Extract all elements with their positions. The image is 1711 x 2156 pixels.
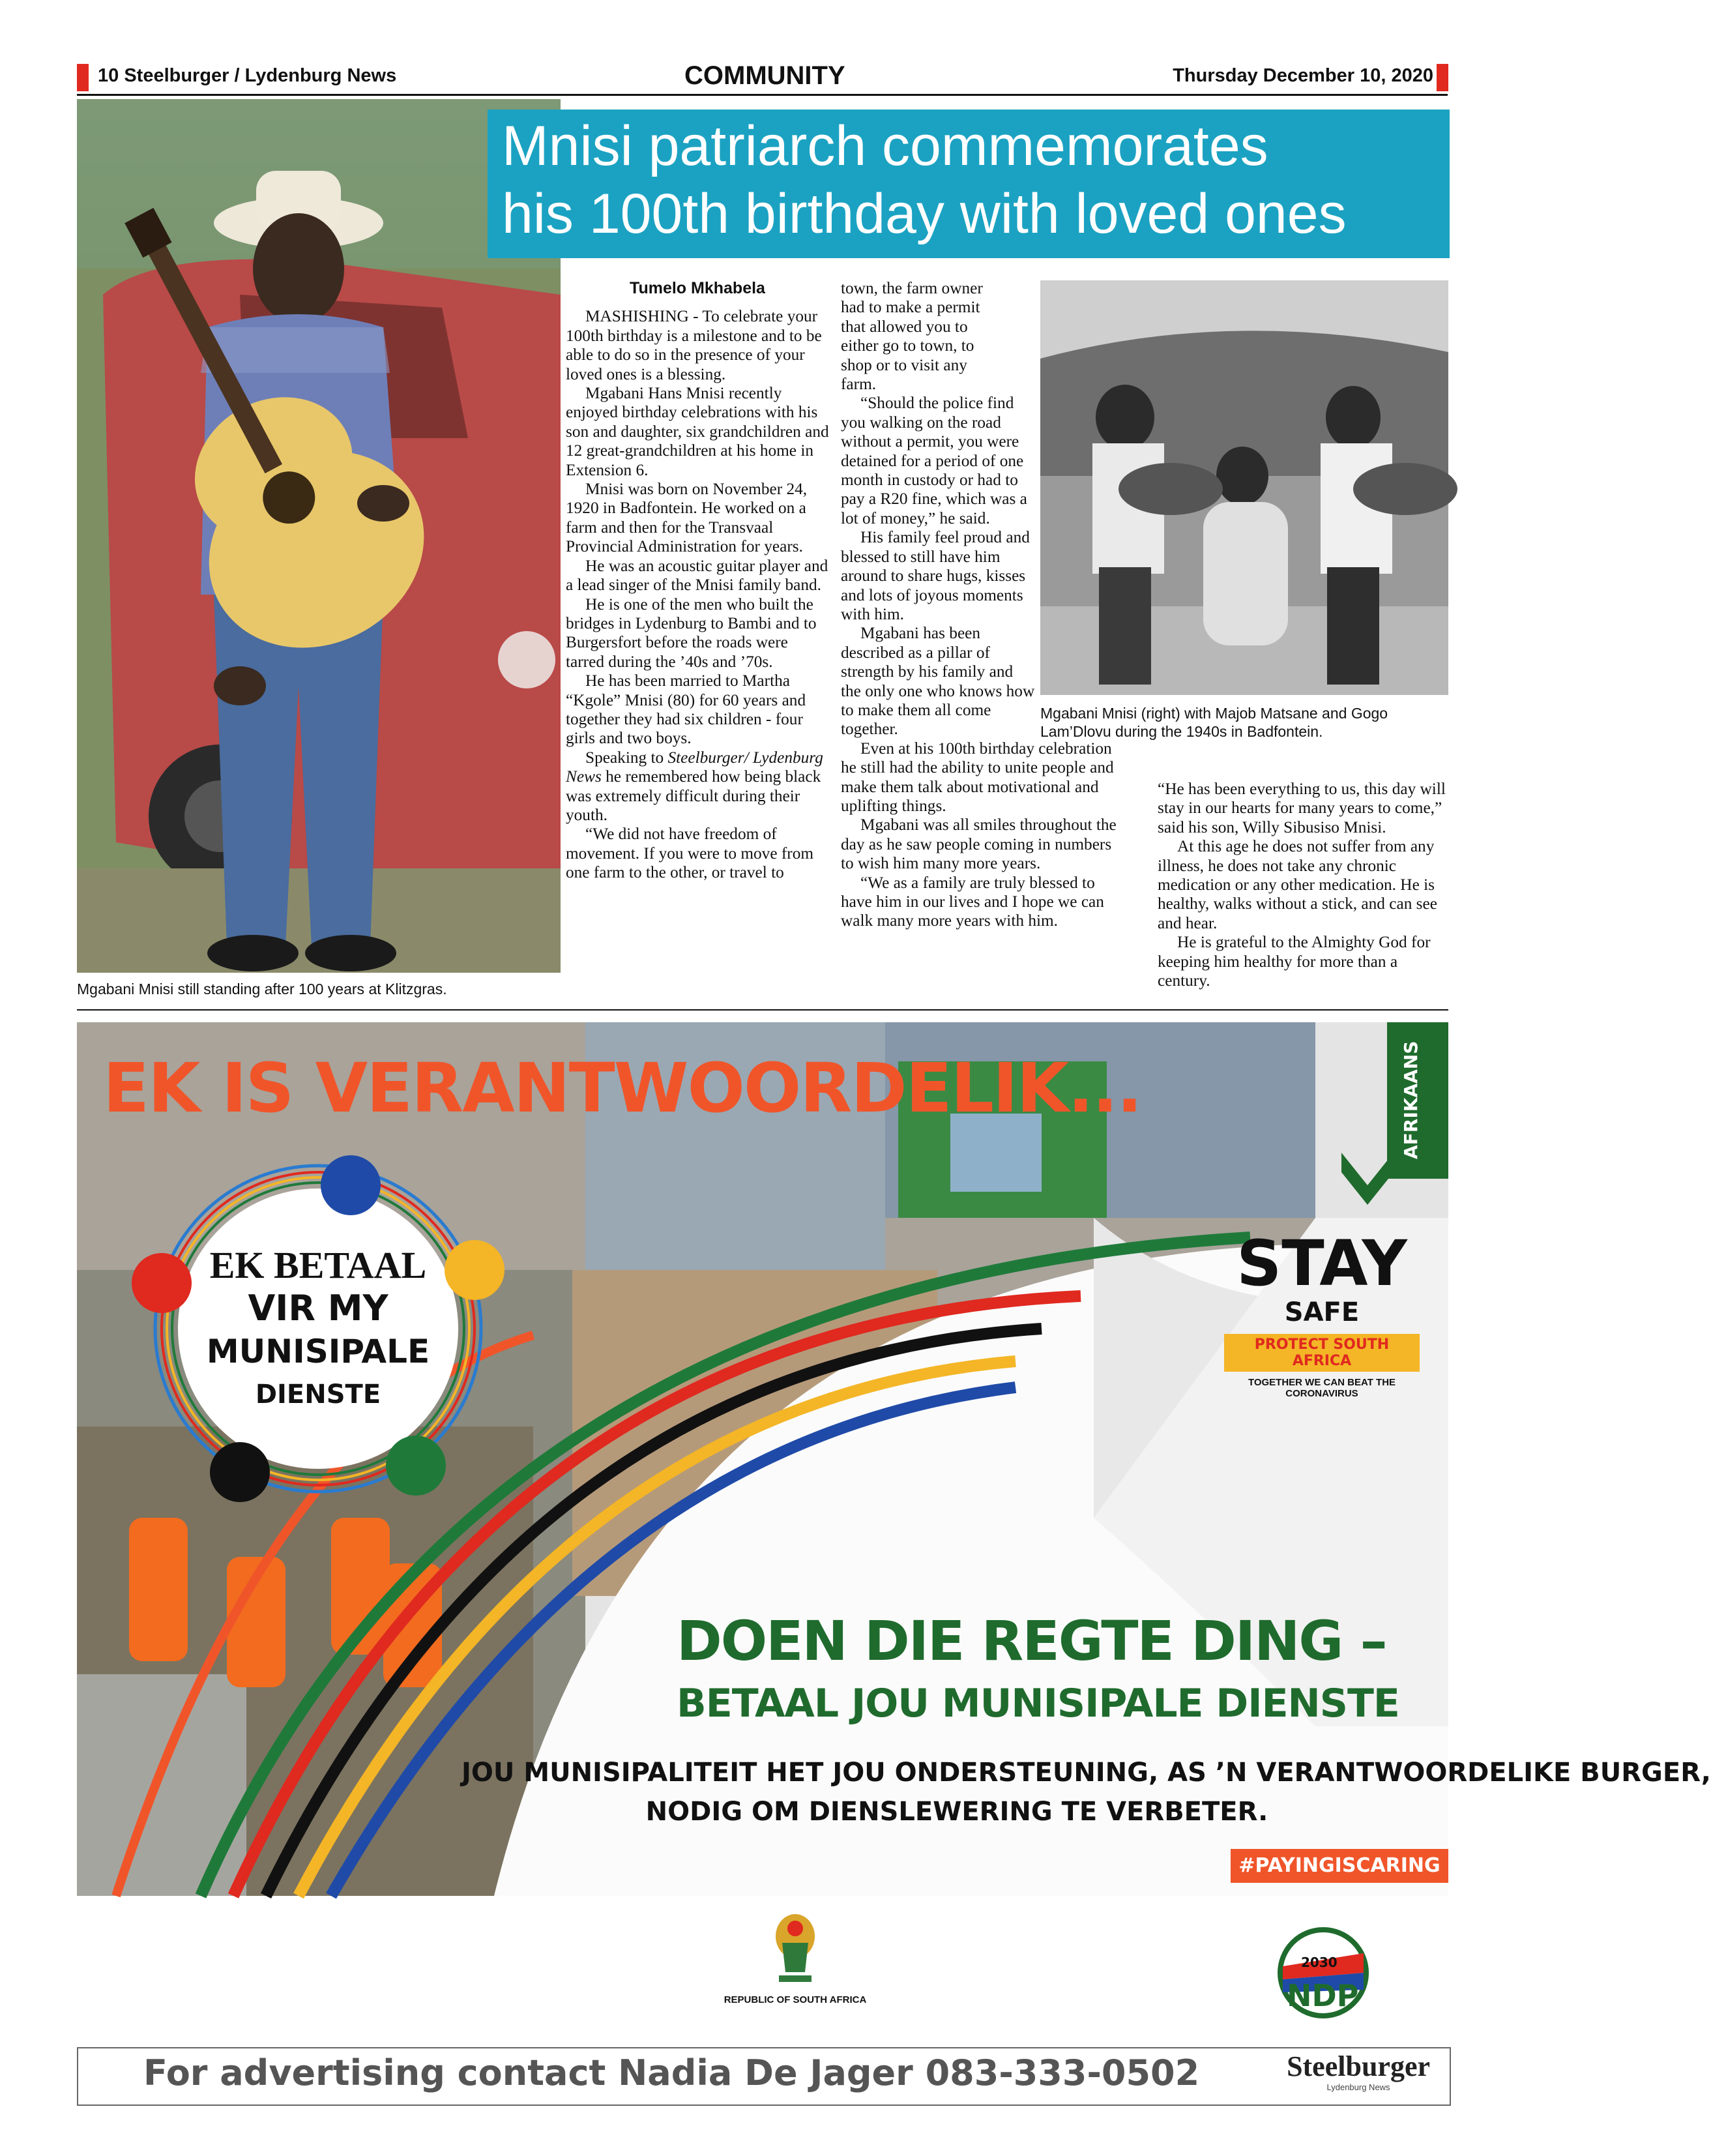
paragraph: “He has been everything to us, this day will stay in our hearts for many years to come,” said his son, Willy Sibusiso Mnisi. (1158, 780, 1446, 836)
paragraph: “We did not have freedom of movement. If you were to move from one farm to the other, or travel to (566, 825, 814, 882)
advertising-footer (77, 2047, 1451, 2106)
paragraph: At this age he does not suffer from any illness, he does not take any chronic medication or any other medication. He is healthy, walks without a stick, and can see and hear. (1158, 837, 1437, 932)
header-rule (77, 94, 1448, 96)
paragraph: “Should the police find you walking on the road without a permit, you were detained for a period of one month in custody or had to pay a R20 fine, which was a lot of money,” he said. (841, 394, 1027, 527)
paragraph: Mgabani was all smiles throughout the day as he saw people coming in numbers to wish him many more years. (841, 816, 1117, 873)
header-accent-right (1437, 64, 1448, 91)
logo-wordmark: Steelburger (1287, 2050, 1430, 2082)
ad-main-line-2: BETAAL JOU MUNISIPALE DIENSTE (677, 1681, 1399, 1726)
badge-line-4: DIENSTE (255, 1380, 381, 1410)
advertising-contact: For advertising contact Nadia De Jager 083-333-0502 (143, 2052, 1200, 2093)
stay-safe-logo (1224, 1227, 1420, 1399)
paragraph: “We as a family are truly blessed to have him in our lives and I hope we can walk many more years with him. (841, 873, 1104, 930)
coat-of-arms-block (724, 1910, 867, 2005)
badge-line-3: MUNISIPALE (206, 1333, 430, 1370)
ad-headline: EK IS VERANTWOORDELIK... (103, 1048, 1141, 1128)
ad-sub-line-1: JOU MUNISIPALITEIT HET JOU ONDERSTEUNING, AS ’N VERANTWOORDELIKE BURGER, (461, 1758, 1711, 1788)
paragraph: Mnisi was born on November 24, 1920 in Badfontein. He worked on a farm and then for the Transvaal Provincial Administration for years. (566, 480, 808, 556)
ad-badge-text (175, 1244, 461, 1416)
hashtag-banner: #PAYINGISCARING (1231, 1849, 1448, 1883)
article-column-1 (566, 279, 829, 883)
section-title: COMMUNITY (684, 61, 845, 90)
headline-line-2: his 100th birthday with loved ones (502, 183, 1347, 245)
ad-language-tab: AFRIKAANS (1400, 1041, 1422, 1159)
paragraph: town, the farm owner had to make a permit that allowed you to either go to town, to shop or to visit any farm. (841, 279, 983, 394)
header-accent-left (77, 64, 89, 91)
logo-subline: Lydenburg News (1326, 2082, 1390, 2092)
municipal-services-advertisement (77, 1022, 1711, 1896)
headline-line-1: Mnisi patriarch commemorates (502, 115, 1268, 177)
paragraph: His family feel proud and blessed to still have him around to share hugs, kisses and lots of joyous moments with him. (841, 528, 1030, 623)
issue-date: Thursday December 10, 2020 (1173, 65, 1433, 86)
text-run: Speaking to (585, 748, 668, 767)
paragraph: He has been married to Martha “Kgole” Mnisi (80) for 60 years and together they had six children - four girls and two boys. (566, 672, 806, 748)
ndp-year: 2030 (1301, 1955, 1338, 1970)
badge-line-2: VIR MY (248, 1288, 388, 1329)
page-folio: 10 Steelburger / Lydenburg News (98, 65, 397, 86)
paragraph: He was an acoustic guitar player and a lead singer of the Mnisi family band. (566, 556, 828, 595)
stay-wordmark: STAY (1236, 1227, 1407, 1300)
protect-sa-banner: PROTECT SOUTH AFRICA (1224, 1334, 1420, 1372)
badge-line-1: EK BETAAL (209, 1244, 427, 1286)
paragraph: Even at his 100th birthday celebration he still had the ability to unite people and make them talk about motivational and uplifting things. (841, 739, 1114, 815)
publication-name: Steelburger/ Lydenburg News (566, 748, 823, 786)
coat-of-arms-icon (766, 1910, 825, 1988)
ad-main-line-1: DOEN DIE REGTE DING – (677, 1609, 1386, 1673)
coat-of-arms-caption: REPUBLIC OF SOUTH AFRICA (724, 1994, 867, 2005)
historic-photo-1940s (1040, 280, 1448, 695)
paragraph: He is one of the men who built the bridges in Lydenburg to Bambi and to Burgersfort before the roads were tarred during the ’40s and ’70s. (566, 595, 817, 671)
paragraph: Mgabani Hans Mnisi recently enjoyed birthday celebrations with his son and daughter, six grandchildren and 12 great-grandchildren at his home in Extension 6. (566, 384, 829, 479)
paragraph: MASHISHING - To celebrate your 100th birthday is a milestone and to be able to do so in the presence of your loved ones is a blessing. (566, 307, 822, 383)
section-divider (77, 1009, 1448, 1011)
paragraph (566, 748, 829, 825)
safe-wordmark: SAFE (1284, 1297, 1360, 1327)
text-run: he remembered how being black was extremely difficult during their youth. (566, 767, 821, 824)
paragraph: He is grateful to the Almighty God for keeping him healthy for more than a century. (1158, 933, 1431, 990)
ndp-2030-logo (1278, 1927, 1369, 2018)
ndp-wordmark: NDP (1287, 1978, 1359, 2013)
steelburger-logo (1287, 2051, 1430, 2092)
article-byline: Tumelo Mkhabela (630, 279, 765, 297)
article-column-3 (1158, 780, 1448, 990)
historic-photo-caption: Mgabani Mnisi (right) with Majob Matsane and Gogo Lam’Dlovu during the 1940s in Badfontein. (1040, 705, 1388, 740)
together-tagline: TOGETHER WE CAN BEAT THE CORONAVIRUS (1248, 1377, 1396, 1399)
paragraph: Mgabani has been described as a pillar of strength by his family and the only one who knows how to make them all come together. (841, 624, 1035, 739)
main-photo-caption: Mgabani Mnisi still standing after 100 years at Klitzgras. (77, 981, 447, 997)
article-headline (488, 110, 1450, 258)
ad-sub-line-2: NODIG OM DIENSLEWERING TE VERBETER. (645, 1797, 1268, 1827)
